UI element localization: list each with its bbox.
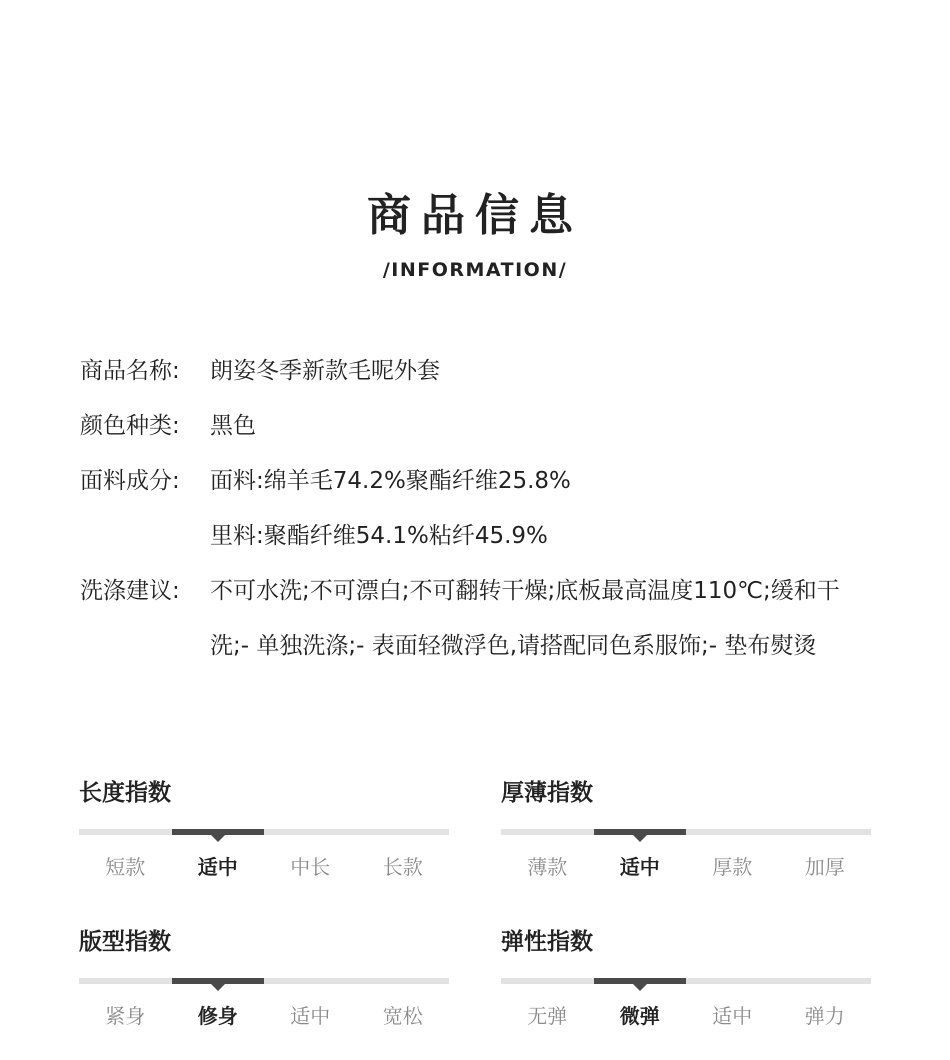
info-row-color <box>80 411 256 441</box>
index-track <box>79 978 449 984</box>
index-title: 厚薄指数 <box>501 780 593 806</box>
index-option: 中长 <box>290 855 331 879</box>
fabric-value: 面料:绵羊毛74.2%聚酯纤维25.8% <box>210 468 571 494</box>
index-option: 适中 <box>619 855 660 879</box>
index-option: 修身 <box>197 1004 238 1028</box>
fabric-label: 面料成分: <box>80 468 180 494</box>
name-label: 商品名称: <box>80 358 180 384</box>
lining-value: 里料:聚酯纤维54.1%粘纤45.9% <box>210 523 548 549</box>
name-value: 朗姿冬季新款毛呢外套 <box>210 358 440 384</box>
index-title: 版型指数 <box>79 929 171 955</box>
index-option: 紧身 <box>105 1004 146 1028</box>
info-row-lining <box>80 521 548 551</box>
index-pointer <box>633 835 647 842</box>
index-options <box>79 854 449 880</box>
index-option: 加厚 <box>804 855 845 879</box>
color-label: 颜色种类: <box>80 413 180 439</box>
index-track <box>501 978 871 984</box>
index-title: 弹性指数 <box>501 929 593 955</box>
wash-label: 洗涤建议: <box>80 578 180 604</box>
index-option: 适中 <box>290 1004 331 1028</box>
index-option: 微弹 <box>619 1004 660 1028</box>
index-option: 长款 <box>382 855 423 879</box>
index-option: 无弹 <box>527 1004 568 1028</box>
wash-value-line1: 不可水洗;不可漂白;不可翻转干燥;底板最高温度110℃;缓和干 <box>210 578 840 604</box>
page-title: 商品信息 <box>367 190 583 241</box>
index-option: 弹力 <box>804 1004 845 1028</box>
index-options <box>501 1003 871 1029</box>
index-pointer <box>211 984 225 991</box>
info-row-wash <box>80 576 840 606</box>
index-pointer <box>633 984 647 991</box>
index-options <box>501 854 871 880</box>
index-options <box>79 1003 449 1029</box>
index-title: 长度指数 <box>79 780 171 806</box>
index-option: 短款 <box>105 855 146 879</box>
index-track <box>501 829 871 835</box>
page-subtitle: /INFORMATION/ <box>382 259 568 281</box>
info-row-name <box>80 356 440 386</box>
index-option: 薄款 <box>527 855 568 879</box>
info-row-wash-cont <box>80 631 816 661</box>
index-option: 宽松 <box>382 1004 423 1028</box>
color-value: 黑色 <box>210 413 256 439</box>
index-pointer <box>211 835 225 842</box>
index-option: 适中 <box>712 1004 753 1028</box>
index-option: 厚款 <box>712 855 753 879</box>
index-option: 适中 <box>197 855 238 879</box>
index-track <box>79 829 449 835</box>
info-row-fabric <box>80 466 571 496</box>
wash-value-line2: 洗;- 单独洗涤;- 表面轻微浮色,请搭配同色系服饰;- 垫布熨烫 <box>210 633 817 659</box>
